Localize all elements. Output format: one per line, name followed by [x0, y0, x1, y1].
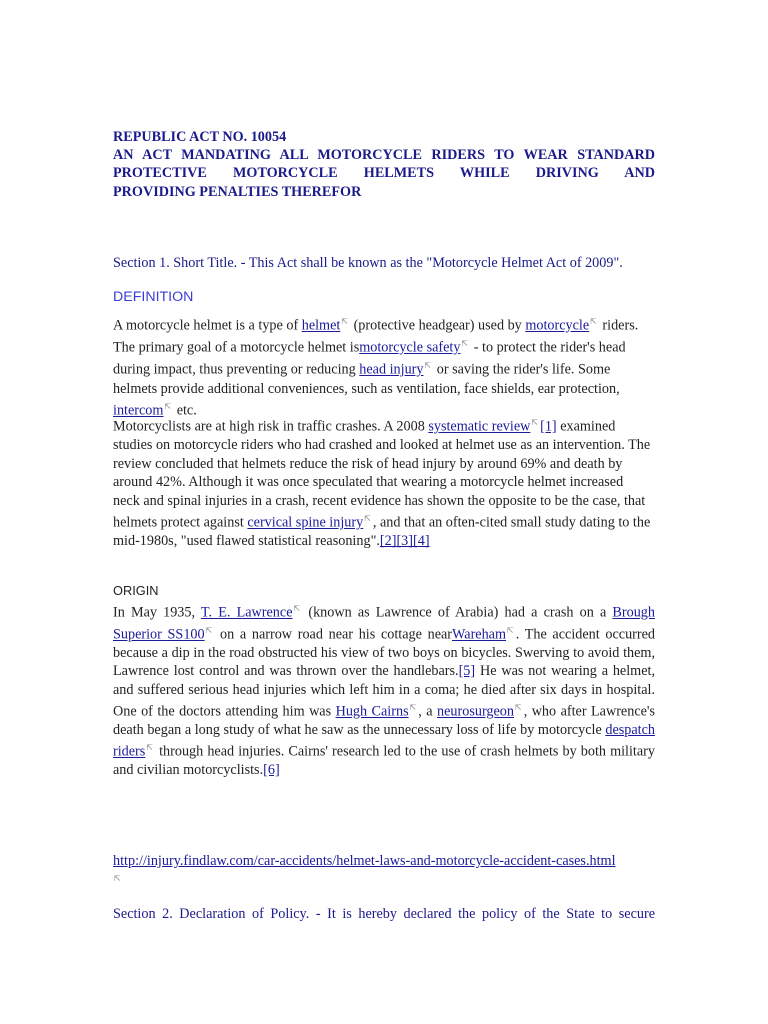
title-line-2: AN ACT MANDATING ALL MOTORCYCLE RIDERS TO WEAR STANDARD: [113, 147, 655, 164]
origin-paragraph: [113, 600, 655, 780]
external-link-icon: ⇱: [364, 514, 371, 524]
external-link-icon: ⇱: [114, 874, 121, 883]
reference-4[interactable]: [4]: [413, 533, 430, 550]
text: . The accident occurred because a dip in the road obstructed his view of two boys on bicycles. Swerving to avoid them, Lawrence lost control and was thrown over the handlebars.: [113, 626, 656, 680]
title-line-3: PROTECTIVE MOTORCYCLE HELMETS WHILE DRIVING AND: [113, 165, 655, 182]
text: A motorcycle helmet is a type of: [113, 317, 302, 334]
text: , who after Lawrence's death began a long study of what he saw as the unnecessary loss of life by motorcycle: [113, 703, 655, 738]
external-link-icon: ⇱: [409, 702, 417, 712]
link-head-injury[interactable]: head injury: [359, 362, 424, 379]
reference-5[interactable]: [5]: [458, 663, 476, 680]
link-helmet[interactable]: helmet: [301, 317, 341, 334]
text: Motorcyclists are at high risk in traffic crashes. A 2008: [113, 418, 429, 435]
text: In May 1935,: [113, 604, 201, 621]
definition-paragraph-2: [113, 414, 653, 551]
external-link-icon: ⇱: [507, 626, 514, 636]
text: , a: [418, 703, 438, 720]
reference-3[interactable]: [3]: [396, 533, 413, 550]
origin-heading: ORIGIN: [113, 583, 159, 598]
text: riders. The primary goal of a motorcycle helmet is: [113, 317, 639, 356]
text: - to protect the rider's head during impact, thus preventing or reducing: [113, 339, 626, 379]
external-link-icon: ⇱: [515, 702, 522, 712]
link-despatch-riders[interactable]: despatch riders: [113, 721, 655, 761]
text: examined studies on motorcycle riders who had crashed and looked at helmet use as an intervention. The review concluded that helmets reduce the risk of head injury by around 69% and death by around 42%. Although it was once speculated that wearing a motorcycle helmet increased neck and spinal injuries in a crash, recent evidence has shown the opposite to be the case, that helmets protect against: [113, 418, 651, 531]
external-link-icon: ⇱: [341, 317, 349, 326]
external-link-icon: ⇱: [164, 402, 172, 412]
link-hugh-cairns[interactable]: Hugh Cairns: [335, 703, 409, 720]
section-1-short-title: Section 1. Short Title. - This Act shall be known as the "Motorcycle Helmet Act of 2009".: [113, 255, 623, 271]
title-line-1: REPUBLIC ACT NO. 10054: [113, 129, 287, 145]
title-line-4: PROVIDING PENALTIES THEREFOR: [113, 183, 362, 200]
link-motorcycle[interactable]: motorcycle: [525, 317, 590, 334]
act-title: [113, 128, 655, 201]
external-link-icon: ⇱: [205, 626, 213, 636]
link-neurosurgeon[interactable]: neurosurgeon: [437, 703, 514, 720]
link-cervical-spine-injury[interactable]: cervical spine injury: [247, 514, 364, 531]
source-url-link[interactable]: http://injury.findlaw.com/car-accidents/helmet-laws-and-motorcycle-accident-cases.html: [113, 853, 616, 869]
text: through head injuries. Cairns' research led to the use of crash helmets by both military and civilian motorcyclists.: [113, 744, 655, 779]
reference-6[interactable]: [6]: [263, 762, 280, 779]
text: or saving the rider's life. Some helmets provide additional conveniences, such as ventilation, face shields, ear protection,: [113, 362, 620, 397]
external-link-icon: ⇱: [531, 418, 539, 427]
reference-2[interactable]: [2]: [379, 533, 397, 550]
section-2-declaration: Section 2. Declaration of Policy. - It is hereby declared the policy of the State to secure: [113, 906, 655, 922]
external-link-icon: ⇱: [461, 339, 469, 349]
definition-paragraph-1: [113, 313, 653, 420]
reference-1[interactable]: [1]: [540, 418, 557, 435]
link-brough-superior[interactable]: Brough Superior SS100: [113, 604, 655, 643]
definition-heading: DEFINITION: [113, 289, 194, 305]
text: on a narrow road near his cottage near: [214, 626, 453, 643]
external-link-icon: ⇱: [146, 743, 154, 753]
external-link-icon: ⇱: [293, 604, 301, 613]
link-systematic-review[interactable]: systematic review: [428, 418, 531, 435]
link-intercom[interactable]: intercom: [113, 402, 164, 419]
text: (protective headgear) used by: [350, 317, 526, 334]
text: (known as Lawrence of Arabia) had a crash on a: [302, 604, 613, 621]
link-motorcycle-safety[interactable]: motorcycle safety: [359, 339, 461, 356]
text: , and that an often-cited small study dating to the mid-1980s, "used flawed statistical reasoning".: [113, 514, 651, 550]
link-te-lawrence[interactable]: T. E. Lawrence: [200, 604, 293, 621]
text: etc.: [173, 402, 197, 419]
source-url-block: [113, 852, 673, 892]
text: He was not wearing a helmet, and suffered serious head injuries which left him in a coma; he died after six days in hospital. One of the doctors attending him was: [113, 663, 655, 720]
external-link-icon: ⇱: [424, 361, 432, 371]
external-link-icon: ⇱: [590, 317, 597, 326]
link-wareham[interactable]: Wareham: [452, 626, 507, 643]
